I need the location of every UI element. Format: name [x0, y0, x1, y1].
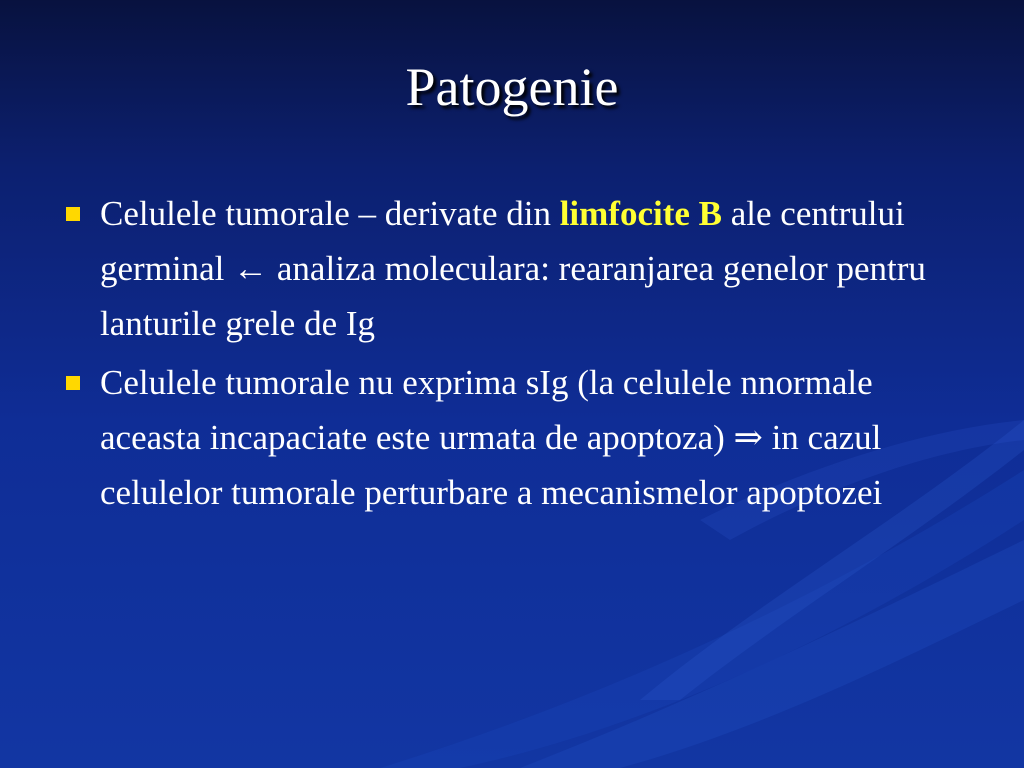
highlighted-term: limfocite B — [559, 194, 723, 233]
bullet-text-before: Celulele tumorale – derivate din — [100, 194, 560, 233]
bullet-item — [60, 355, 960, 520]
bullet-item — [60, 186, 960, 351]
bullet-list — [60, 186, 960, 520]
slide-title: Patogenie — [405, 57, 619, 117]
slide-content — [60, 186, 960, 524]
bullet-text: Celulele tumorale nu exprima sIg (la celulele nnormale aceasta incapaciate este urmata de apoptoza) ⇒ in cazul celulelor tumorale perturbare a mecanismelor apoptozei — [100, 363, 883, 512]
bullet-text-after: ale centrului germinal ← analiza moleculara: rearanjarea genelor pentru lanturile grele de Ig — [100, 194, 926, 343]
square-bullet-icon — [66, 376, 80, 390]
square-bullet-icon — [66, 207, 80, 221]
